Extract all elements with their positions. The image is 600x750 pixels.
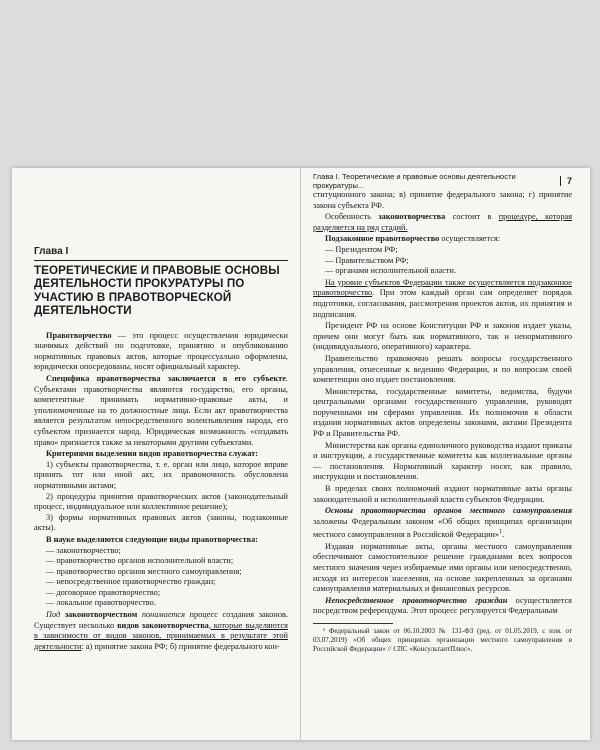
- subjects-underlined: На уровне субъектов Федерации также осуществляется подзаконное правотворчество: [313, 277, 572, 298]
- local-acts-paragraph: Издавая нормативные акты, органы местного самоуправления обеспечивают самостоятельное решение гражданами всех вопросов местного значения через избираемые ими органы или непосредственно, исходя из интересов населения, на основе закрепленных за органами самоуправления материальных и финансовых ресурсов.: [313, 541, 572, 594]
- ministries-paragraph: Министерства, государственные комитеты, ведомства, будучи центральными органами государственного управления, руководят порученными им сферами управления. Их полномочия в области издания нормативных актов определены законами, актами Президента РФ и Правительства РФ.: [313, 386, 572, 439]
- continuation-paragraph: ституционного закона; в) принятие федерального закона; г) принятие закона субъекта РФ.: [313, 190, 572, 210]
- footnote: ¹ Федеральный закон от 06.10.2003 № 131-ФЗ (ред. от 01.05.2019, с изм. от 03.07.2019) «Об общих принципах организации местного самоуправления в Российской Федерации» // СПС «КонсультантПлюс».: [313, 626, 572, 653]
- bylaw-term: Подзаконное правотворчество: [325, 234, 440, 244]
- running-head-title: Глава I. Теоретические и правовые основы деятельности прокуратуры...: [313, 172, 516, 190]
- regional-paragraph: В пределах своих полномочий издают нормативные акты органы законодательной и исполнительной власти субъектов Федерации.: [313, 484, 572, 504]
- criteria-item-2: 2) процедуры принятия правотворческих актов (законодательный процесс, индивидуальное или коллективное решение);: [34, 491, 288, 512]
- bylaw-rest: осуществляется:: [439, 234, 501, 244]
- feature-paragraph: [313, 212, 572, 233]
- types-item-3: — правотворчество органов местного самоуправления;: [46, 566, 242, 576]
- running-head-divider: [560, 176, 561, 186]
- feature-lead: Особенность: [325, 212, 379, 222]
- types-item-2: — правотворчество органов исполнительной власти;: [46, 556, 234, 566]
- local-govt-end: .: [502, 530, 505, 540]
- left-page: [12, 168, 301, 740]
- footnote-marker: 1: [499, 529, 503, 536]
- bylaw-heading-paragraph: [313, 234, 572, 245]
- criteria-item-1: 1) субъекты правотворчества, т. е. орган или лицо, которое вправе принять тот или иной акт, их правомочность обусловлена нормативными актами;: [34, 459, 288, 490]
- book-spread: [12, 168, 590, 740]
- running-head: [313, 172, 572, 190]
- page-number: 7: [566, 176, 572, 186]
- local-govt-text: заложены Федеральным законом «Об общих принципах организации местного самоуправления в Российской Федерации»: [313, 516, 572, 540]
- term-lawmaking: Правотворчество: [46, 330, 112, 340]
- criteria-item-3: 3) формы нормативных правовых актов (законы, подзаконные акты).: [34, 512, 288, 533]
- citizens-term: Непосредственное правотворчество граждан: [325, 595, 508, 605]
- legislation-paragraph: [34, 610, 288, 652]
- government-paragraph: Правительство правомочно решать вопросы государственного управления, отнесенные к ведению Федерации, и по вопросам своей компетенции оно издает постановления.: [313, 353, 572, 385]
- types-item-6: — локальное правотворчество.: [46, 598, 156, 608]
- feature-mid: состоит в: [445, 212, 499, 222]
- types-item-4: — непосредственное правотворчество граждан;: [46, 577, 216, 587]
- local-govt-paragraph: [313, 506, 572, 541]
- understood-word: понимается: [141, 610, 185, 620]
- feature-underlined: процедуре, которая разделяется на ряд стадий.: [313, 212, 573, 232]
- legislation-tail: : а) принятие закона РФ; б) принятие федерального кон-: [81, 641, 280, 651]
- specifics-text: . Субъектами правотворчества являются государство, его органы, компетентные принимать нормативно-правовые акты, и уполномоченные на то должностные лица. Если акт правотворчества является результатом непосредственного волеизъявления народа, его субъектом признается народ. Юридическая возможность «создавать право» признается также за некоторыми другими субъектами.: [34, 374, 288, 447]
- feature-term: законотворчества: [378, 212, 446, 222]
- bylaw-item-3: — органами исполнительной власти.: [325, 266, 457, 276]
- bylaw-item-1: — Президентом РФ;: [325, 244, 398, 254]
- local-govt-term: Основы правотворчества органов местного самоуправления: [325, 506, 572, 516]
- term-legislation: законотворчеством: [64, 610, 138, 620]
- sole-management-paragraph: Министерства как органы единоличного руководства издают приказы и инструкции, а государственные комитеты как коллегиальные органы — постановления. Нормативный характер носят, как правило, инструкции и постановления.: [313, 440, 572, 482]
- criteria-heading: Критериями выделения видов правотворчества служат:: [46, 449, 258, 459]
- specifics-lead: Специфика правотворчества заключается в его субъекте: [46, 374, 286, 383]
- types-heading: В науке выделяются следующие виды правотворчества:: [46, 534, 259, 544]
- definition-text: — это процесс осуществления юридически значимых действий по подготовке, принятию и опубликованию нормативных правовых актов, которые процессуально оформлены, юридически опосредованы, носят официальный характер.: [34, 330, 288, 372]
- bylaw-item-2: — Правительством РФ;: [325, 255, 409, 265]
- under-word: Под: [46, 610, 61, 620]
- legislation-underlined: , которые выделяются в зависимости от видов законов, принимаемых в результате этой деятельности: [34, 620, 288, 651]
- chapter-rule: [34, 260, 288, 261]
- footnote-rule: [313, 623, 393, 624]
- president-paragraph: Президент РФ на основе Конституции РФ и законов издает указы, причем они могут быть как нормативного, так и ненормативного (индивидуального, оперативного) характера.: [313, 321, 572, 352]
- citizens-paragraph: [313, 596, 572, 617]
- right-page: [301, 168, 590, 740]
- legislation-text: процесс создания законов. Существует несколько: [34, 610, 288, 630]
- definition-paragraph: [34, 331, 288, 373]
- subjects-rest: . При этом каждый орган сам определяет порядок подготовки, согласования, рассмотрения проектов актов, их принятия и подписания.: [313, 288, 572, 319]
- subjects-paragraph: [313, 278, 572, 320]
- chapter-title: ТЕОРЕТИЧЕСКИЕ И ПРАВОВЫЕ ОСНОВЫ ДЕЯТЕЛЬНОСТИ ПРОКУРАТУРЫ ПО УЧАСТИЮ В ПРАВОТВОРЧЕСКОЙ ДЕЯТЕЛЬНОСТИ: [34, 264, 280, 318]
- specifics-paragraph: [34, 374, 288, 448]
- citizens-text: осуществляется посредством референдума. Этот процесс регулируется Федеральным: [313, 595, 572, 616]
- legislation-types-term: видов законотворчества: [117, 620, 209, 630]
- chapter-label: Глава I: [34, 246, 69, 257]
- types-item-5: — договорное правотворчество;: [46, 587, 161, 597]
- types-item-1: — законотворчество;: [46, 545, 121, 555]
